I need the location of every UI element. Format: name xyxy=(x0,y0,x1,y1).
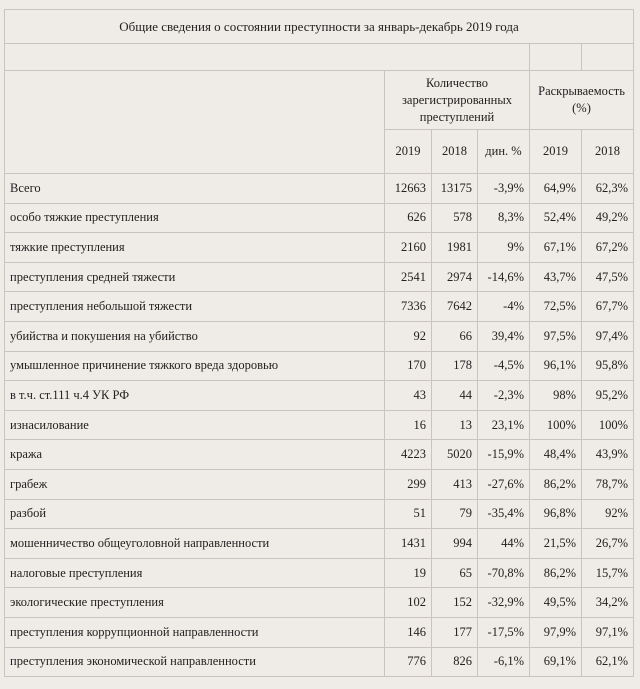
count-2019-cell: 4223 xyxy=(385,440,432,470)
header-spacer-cell xyxy=(5,44,530,71)
dynamics-cell: -6,1% xyxy=(478,647,530,677)
clearance-2018-cell: 97,1% xyxy=(582,617,634,647)
table-row xyxy=(5,262,634,292)
count-2019-cell: 2160 xyxy=(385,233,432,263)
count-2019-cell: 1431 xyxy=(385,529,432,559)
count-2018-cell: 44 xyxy=(432,381,478,411)
row-label-cell: изнасилование xyxy=(5,410,385,440)
clearance-2018-cell: 49,2% xyxy=(582,203,634,233)
clearance-2018-cell: 78,7% xyxy=(582,469,634,499)
header-clearance-group: Раскрываемость (%) xyxy=(530,71,634,130)
dynamics-cell: 9% xyxy=(478,233,530,263)
clearance-2018-cell: 26,7% xyxy=(582,529,634,559)
header-dynamics: дин. % xyxy=(478,130,530,174)
table-body xyxy=(5,174,634,677)
row-label-cell: грабеж xyxy=(5,469,385,499)
dynamics-cell: 39,4% xyxy=(478,321,530,351)
table-row xyxy=(5,233,634,263)
dynamics-cell: -2,3% xyxy=(478,381,530,411)
count-2019-cell: 51 xyxy=(385,499,432,529)
dynamics-cell: 23,1% xyxy=(478,410,530,440)
header-clearance-2019: 2019 xyxy=(530,130,582,174)
clearance-2018-cell: 47,5% xyxy=(582,262,634,292)
clearance-2018-cell: 62,1% xyxy=(582,647,634,677)
dynamics-cell: -14,6% xyxy=(478,262,530,292)
dynamics-cell: -4,5% xyxy=(478,351,530,381)
clearance-2019-cell: 86,2% xyxy=(530,558,582,588)
table-row xyxy=(5,529,634,559)
clearance-2018-cell: 62,3% xyxy=(582,174,634,204)
row-label-cell: преступления экономической направленности xyxy=(5,647,385,677)
count-2018-cell: 1981 xyxy=(432,233,478,263)
clearance-2019-cell: 21,5% xyxy=(530,529,582,559)
table-row xyxy=(5,410,634,440)
row-label-cell: умышленное причинение тяжкого вреда здоровью xyxy=(5,351,385,381)
count-2019-cell: 102 xyxy=(385,588,432,618)
clearance-2019-cell: 97,5% xyxy=(530,321,582,351)
table-row xyxy=(5,321,634,351)
count-2018-cell: 994 xyxy=(432,529,478,559)
count-2019-cell: 146 xyxy=(385,617,432,647)
row-label-cell: Всего xyxy=(5,174,385,204)
dynamics-cell: -17,5% xyxy=(478,617,530,647)
row-label-cell: преступления средней тяжести xyxy=(5,262,385,292)
clearance-2019-cell: 67,1% xyxy=(530,233,582,263)
count-2018-cell: 66 xyxy=(432,321,478,351)
clearance-2019-cell: 64,9% xyxy=(530,174,582,204)
row-label-cell: в т.ч. ст.111 ч.4 УК РФ xyxy=(5,381,385,411)
header-clearance-2018: 2018 xyxy=(582,130,634,174)
row-label-cell: экологические преступления xyxy=(5,588,385,618)
clearance-2018-cell: 67,2% xyxy=(582,233,634,263)
count-2018-cell: 413 xyxy=(432,469,478,499)
row-label-cell: кража xyxy=(5,440,385,470)
count-2018-cell: 826 xyxy=(432,647,478,677)
clearance-2018-cell: 95,2% xyxy=(582,381,634,411)
count-2018-cell: 65 xyxy=(432,558,478,588)
header-count-group: Количество зарегистрированных преступлений xyxy=(385,71,530,130)
count-2019-cell: 2541 xyxy=(385,262,432,292)
clearance-2019-cell: 98% xyxy=(530,381,582,411)
clearance-2018-cell: 67,7% xyxy=(582,292,634,322)
count-2018-cell: 177 xyxy=(432,617,478,647)
header-label-cell xyxy=(5,71,385,174)
count-2018-cell: 178 xyxy=(432,351,478,381)
table-row xyxy=(5,558,634,588)
header-count-2019: 2019 xyxy=(385,130,432,174)
table-title: Общие сведения о состоянии преступности за январь-декабрь 2019 года xyxy=(5,10,634,44)
count-2019-cell: 19 xyxy=(385,558,432,588)
count-2018-cell: 578 xyxy=(432,203,478,233)
clearance-2019-cell: 52,4% xyxy=(530,203,582,233)
table-row xyxy=(5,381,634,411)
clearance-2019-cell: 69,1% xyxy=(530,647,582,677)
dynamics-cell: 44% xyxy=(478,529,530,559)
count-2019-cell: 626 xyxy=(385,203,432,233)
clearance-2019-cell: 96,8% xyxy=(530,499,582,529)
dynamics-cell: -3,9% xyxy=(478,174,530,204)
header-spacer-cell xyxy=(530,44,582,71)
clearance-2019-cell: 86,2% xyxy=(530,469,582,499)
dynamics-cell: -27,6% xyxy=(478,469,530,499)
clearance-2019-cell: 97,9% xyxy=(530,617,582,647)
row-label-cell: убийства и покушения на убийство xyxy=(5,321,385,351)
crime-statistics-table xyxy=(4,9,634,677)
count-2019-cell: 92 xyxy=(385,321,432,351)
clearance-2019-cell: 43,7% xyxy=(530,262,582,292)
dynamics-cell: 8,3% xyxy=(478,203,530,233)
clearance-2018-cell: 95,8% xyxy=(582,351,634,381)
table-row xyxy=(5,499,634,529)
count-2018-cell: 13175 xyxy=(432,174,478,204)
table-row xyxy=(5,617,634,647)
row-label-cell: особо тяжкие преступления xyxy=(5,203,385,233)
count-2019-cell: 7336 xyxy=(385,292,432,322)
table-row xyxy=(5,588,634,618)
count-2019-cell: 776 xyxy=(385,647,432,677)
row-label-cell: преступления коррупционной направленности xyxy=(5,617,385,647)
count-2018-cell: 152 xyxy=(432,588,478,618)
clearance-2018-cell: 43,9% xyxy=(582,440,634,470)
count-2018-cell: 79 xyxy=(432,499,478,529)
clearance-2019-cell: 48,4% xyxy=(530,440,582,470)
header-spacer-cell xyxy=(582,44,634,71)
table-row xyxy=(5,203,634,233)
dynamics-cell: -4% xyxy=(478,292,530,322)
table-row xyxy=(5,174,634,204)
table-row xyxy=(5,647,634,677)
row-label-cell: преступления небольшой тяжести xyxy=(5,292,385,322)
dynamics-cell: -70,8% xyxy=(478,558,530,588)
clearance-2018-cell: 97,4% xyxy=(582,321,634,351)
table-row xyxy=(5,440,634,470)
count-2018-cell: 7642 xyxy=(432,292,478,322)
clearance-2018-cell: 15,7% xyxy=(582,558,634,588)
dynamics-cell: -35,4% xyxy=(478,499,530,529)
row-label-cell: налоговые преступления xyxy=(5,558,385,588)
header-count-2018: 2018 xyxy=(432,130,478,174)
row-label-cell: тяжкие преступления xyxy=(5,233,385,263)
clearance-2018-cell: 100% xyxy=(582,410,634,440)
count-2019-cell: 170 xyxy=(385,351,432,381)
count-2019-cell: 43 xyxy=(385,381,432,411)
count-2019-cell: 12663 xyxy=(385,174,432,204)
clearance-2019-cell: 96,1% xyxy=(530,351,582,381)
count-2019-cell: 299 xyxy=(385,469,432,499)
dynamics-cell: -15,9% xyxy=(478,440,530,470)
count-2018-cell: 2974 xyxy=(432,262,478,292)
dynamics-cell: -32,9% xyxy=(478,588,530,618)
table-row xyxy=(5,351,634,381)
clearance-2018-cell: 92% xyxy=(582,499,634,529)
count-2019-cell: 16 xyxy=(385,410,432,440)
clearance-2019-cell: 100% xyxy=(530,410,582,440)
count-2018-cell: 5020 xyxy=(432,440,478,470)
count-2018-cell: 13 xyxy=(432,410,478,440)
clearance-2019-cell: 72,5% xyxy=(530,292,582,322)
clearance-2018-cell: 34,2% xyxy=(582,588,634,618)
table-row xyxy=(5,469,634,499)
clearance-2019-cell: 49,5% xyxy=(530,588,582,618)
row-label-cell: разбой xyxy=(5,499,385,529)
table-row xyxy=(5,292,634,322)
row-label-cell: мошенничество общеуголовной направленности xyxy=(5,529,385,559)
